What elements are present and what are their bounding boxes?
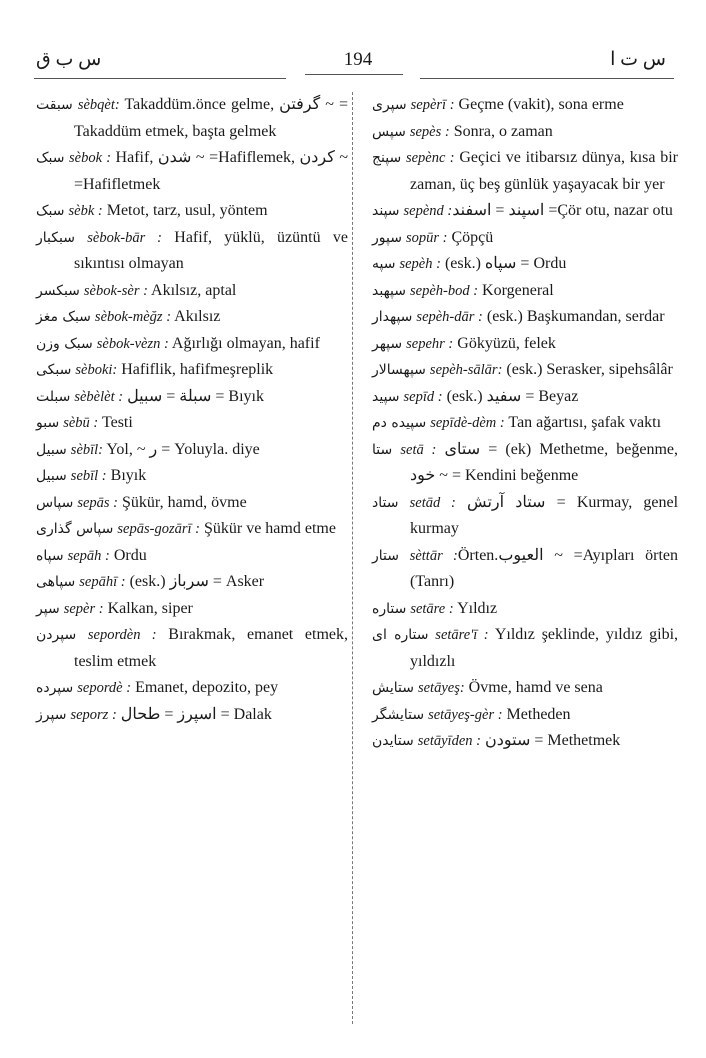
entry-definition: Çöpçü	[447, 228, 494, 246]
entry-headword: sepīdè-dèm :	[430, 415, 505, 431]
dictionary-entry	[36, 304, 348, 331]
entry-headword: sèbèlèt :	[74, 388, 124, 405]
entry-arabic-script: سپید	[372, 388, 400, 405]
entry-headword: sepīd :	[403, 388, 443, 405]
dictionary-entry	[36, 490, 348, 517]
entry-definition: Geçme (vakit), sona erme	[454, 96, 624, 113]
entry-headword: sebīl :	[70, 468, 107, 484]
entry-headword: setā :	[400, 441, 437, 458]
entry-arabic-script: سپور	[372, 229, 402, 246]
dictionary-entry	[36, 463, 348, 490]
dictionary-entry	[372, 702, 678, 729]
dictionary-entry	[372, 119, 678, 146]
dictionary-entry	[372, 728, 678, 755]
dictionary-entry	[36, 145, 348, 198]
entry-headword: sèbok :	[69, 150, 112, 166]
entry-definition: Hafif, yüklü, üzüntü ve sıkıntısı olmayan	[74, 228, 348, 272]
entry-headword: sèbqèt:	[77, 97, 120, 113]
entry-headword: sepèh-sālār:	[429, 362, 503, 378]
entry-arabic-script: سپاس	[36, 494, 74, 511]
entry-definition: Metot, tarz, usul, yöntem	[102, 202, 268, 219]
entry-definition: Akılsız	[171, 308, 221, 325]
entry-headword: setāyīden :	[417, 733, 481, 749]
entry-arabic-script: سپاهی	[36, 574, 76, 590]
entry-definition: ستای = (ek) Methetme, beğenme, خود ~ = Kendini beğenme	[410, 440, 679, 484]
dictionary-entry	[36, 675, 348, 702]
page-number: 194	[343, 49, 373, 70]
dictionary-entry	[372, 437, 678, 490]
entry-headword: setāre'ī :	[435, 627, 489, 643]
entry-arabic-script: ستایش	[372, 680, 414, 696]
entry-definition: اسپند = اسفند =Çör otu, nazar otu	[452, 202, 673, 219]
dictionary-entry	[36, 278, 348, 305]
entry-arabic-script: سبلت	[36, 388, 71, 405]
entry-arabic-script: سپیده دم	[372, 415, 427, 431]
entry-headword: sepāhī :	[79, 574, 126, 590]
entry-definition: سبلة = سبیل = Bıyık	[123, 387, 264, 405]
entry-arabic-script: سپردن	[36, 627, 77, 643]
entry-headword: sepès :	[409, 123, 450, 140]
entry-headword: sepèrī :	[410, 97, 455, 113]
entry-definition: Yıldız	[453, 599, 498, 617]
entry-definition: ستودن = Methetmek	[480, 732, 621, 749]
dictionary-entry	[372, 622, 678, 675]
entry-headword: sèbok-mèğz :	[94, 309, 172, 325]
entry-headword: sèttār :	[409, 547, 458, 564]
dictionary-entry	[36, 622, 348, 675]
dictionary-entry	[372, 357, 678, 384]
dictionary-entry	[372, 304, 678, 331]
entry-arabic-script: سپرده	[36, 680, 74, 696]
entry-arabic-script: ستا	[372, 441, 393, 458]
entry-headword: sopūr :	[405, 229, 448, 246]
dictionary-entry	[372, 543, 678, 596]
entry-arabic-script: ستایدن	[372, 733, 414, 749]
dictionary-entry	[372, 384, 678, 411]
dictionary-entry	[36, 596, 348, 623]
entry-definition: Gökyüzü, felek	[453, 334, 556, 352]
entry-definition: (esk.) Başkumandan, serdar	[482, 308, 665, 325]
entry-arabic-script: سپس	[372, 123, 406, 140]
dictionary-entry	[372, 251, 678, 278]
entry-arabic-script: ستاره ای	[372, 627, 429, 643]
entry-arabic-script: سپهسالار	[372, 362, 426, 378]
dictionary-entry	[372, 410, 678, 437]
left-column	[36, 92, 348, 728]
entry-definition: (esk.) Serasker, sipehsâlâr	[502, 361, 673, 378]
entry-arabic-script: سپه	[372, 256, 396, 272]
entry-arabic-script: سپرز	[36, 706, 67, 723]
entry-headword: sepordè :	[77, 680, 132, 696]
entry-arabic-script: سبک	[36, 203, 65, 219]
entry-arabic-script: ستایشگر	[372, 706, 425, 723]
entry-arabic-script: سبکبار	[36, 229, 75, 246]
entry-arabic-script: سپاه	[36, 547, 64, 564]
entry-definition: Ordu	[109, 546, 147, 564]
header-rule-right	[420, 78, 674, 79]
entry-definition: Metheden	[502, 705, 571, 723]
entry-definition: Korgeneral	[478, 281, 554, 299]
dictionary-entry	[36, 516, 348, 543]
entry-definition: (esk.) سپاه = Ordu	[440, 255, 567, 272]
entry-headword: sepènd :	[403, 203, 453, 219]
dictionary-entry	[372, 278, 678, 305]
entry-definition: Övme, hamd ve sena	[464, 679, 603, 696]
entry-definition: Hafiflik, hafifmeşreplik	[117, 361, 274, 378]
column-divider	[352, 92, 353, 1024]
entry-arabic-script: سبک	[36, 150, 65, 166]
entry-headword: sèbok-bār :	[87, 229, 162, 246]
entry-arabic-script: سبک وزن	[36, 335, 93, 352]
dictionary-entry	[36, 357, 348, 384]
entry-arabic-script: سپهر	[372, 335, 403, 352]
dictionary-entry	[36, 410, 348, 437]
entry-headword: sepèr :	[63, 600, 104, 617]
entry-definition: Örten.العیوب ~ =Ayıpları örten (Tanrı)	[410, 546, 679, 590]
entry-headword: sèbīl:	[70, 441, 104, 458]
entry-definition: Testi	[98, 414, 133, 431]
dictionary-entry	[372, 225, 678, 252]
entry-arabic-script: سپاس گذاری	[36, 521, 114, 537]
dictionary-entry	[372, 198, 678, 225]
entry-headword: sepèh-dār :	[416, 309, 483, 325]
entry-arabic-script: سبقت	[36, 97, 73, 113]
entry-definition: Bırakmak, emanet etmek, teslim etmek	[74, 626, 349, 670]
dictionary-entry	[36, 569, 348, 596]
entry-definition: Kalkan, siper	[103, 599, 193, 617]
entry-headword: setāre :	[410, 600, 454, 617]
dictionary-entry	[372, 675, 678, 702]
running-head-right: س ت ا	[610, 49, 666, 70]
entry-arabic-script: سبکسر	[36, 282, 80, 299]
entry-definition: Akılsız, aptal	[147, 281, 237, 299]
dictionary-entry	[36, 331, 348, 358]
entry-arabic-script: سپر	[36, 600, 60, 617]
entry-headword: sepās :	[77, 494, 118, 511]
entry-arabic-script: سبکی	[36, 362, 72, 378]
header-rule-left	[34, 78, 286, 79]
entry-headword: sepāh :	[67, 547, 110, 564]
entry-definition: Bıyık	[106, 467, 147, 484]
entry-arabic-script: سپنج	[372, 150, 402, 166]
dictionary-entry	[36, 384, 348, 411]
dictionary-entry	[36, 437, 348, 464]
dictionary-entry	[372, 145, 678, 198]
dictionary-entry	[36, 198, 348, 225]
dictionary-entry	[36, 543, 348, 570]
entry-definition: (esk.) سفید = Beyaz	[442, 387, 579, 405]
entry-definition: Takaddüm.önce gelme, گرفتن ~ = Takaddüm etmek, başta gelmek	[74, 96, 349, 140]
entry-definition: Yol, ~ ر = Yoluyla. diye	[103, 440, 260, 458]
entry-headword: setād :	[409, 494, 456, 511]
entry-headword: sèbok-sèr :	[83, 282, 148, 299]
dictionary-entry	[372, 596, 678, 623]
dictionary-entry	[372, 331, 678, 358]
entry-arabic-script: سپهبد	[372, 282, 406, 299]
entry-headword: sèbk :	[68, 203, 103, 219]
right-column	[372, 92, 678, 755]
entry-definition: ستاد آرتش = Kurmay, genel kurmay	[410, 493, 679, 537]
entry-headword: sepās-gozārī :	[117, 521, 200, 537]
entry-definition: Geçici ve itibarsız dünya, kısa bir zaman, üç beş günlük yaşayacak bir yer	[410, 149, 679, 193]
entry-headword: sèbū :	[63, 415, 99, 431]
entry-headword: sepehr :	[406, 335, 454, 352]
entry-headword: sepènc :	[405, 150, 455, 166]
running-head-left: س ب ق	[36, 49, 102, 70]
entry-headword: sepèh :	[399, 256, 441, 272]
entry-arabic-script: سپری	[372, 97, 407, 113]
dictionary-entry	[372, 92, 678, 119]
entry-definition: (esk.) سرباز = Asker	[125, 573, 265, 590]
entry-definition: Şükür ve hamd etme	[199, 520, 336, 537]
entry-headword: seporz :	[70, 706, 117, 723]
entry-arabic-script: سبیل	[36, 468, 67, 484]
entry-arabic-script: سبک مغز	[36, 309, 91, 325]
entry-headword: sèbok-vèzn :	[96, 335, 169, 352]
entry-definition: Hafif, شدن ~ =Hafiflemek, کردن ~ =Hafifletmek	[74, 149, 349, 193]
entry-headword: sepordèn :	[87, 627, 157, 643]
page-header	[0, 0, 706, 80]
entry-definition: Sonra, o zaman	[449, 122, 553, 140]
entry-definition: اسپرز = طحال = Dalak	[116, 705, 272, 723]
entry-definition: Ağırlığı olmayan, hafif	[168, 334, 320, 352]
entry-headword: sèboki:	[75, 362, 118, 378]
entry-arabic-script: سبو	[36, 415, 60, 431]
entry-definition: Emanet, depozito, pey	[131, 679, 279, 696]
entry-arabic-script: ستاد	[372, 494, 399, 511]
header-rule-center	[305, 74, 403, 75]
entry-arabic-script: سپند	[372, 203, 400, 219]
entry-arabic-script: ستار	[372, 547, 399, 564]
entry-arabic-script: ستاره	[372, 600, 407, 617]
entry-definition: Şükür, hamd, övme	[118, 493, 247, 511]
entry-arabic-script: سبیل	[36, 441, 67, 458]
entry-arabic-script: سپهدار	[372, 309, 413, 325]
entry-definition: Yıldız şeklinde, yıldız gibi, yıldızlı	[410, 626, 679, 670]
entry-headword: setāyeş:	[417, 680, 465, 696]
dictionary-entry	[372, 490, 678, 543]
dictionary-entry	[36, 92, 348, 145]
entry-definition: Tan ağartısı, şafak vaktı	[504, 414, 662, 431]
entry-headword: setāyeş-gèr :	[428, 706, 503, 723]
dictionary-entry	[36, 702, 348, 729]
dictionary-entry	[36, 225, 348, 278]
entry-headword: sepèh-bod :	[409, 282, 479, 299]
